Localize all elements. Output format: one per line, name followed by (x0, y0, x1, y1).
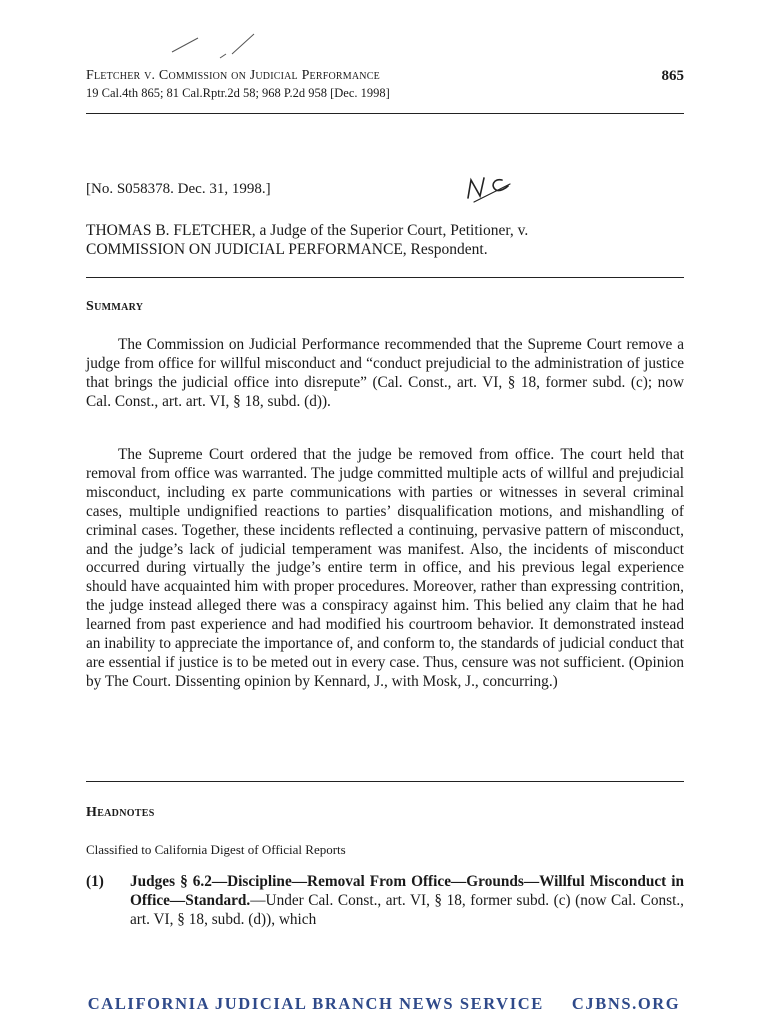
case-title: Fletcher v. Commission on Judicial Performance (86, 68, 380, 83)
handwritten-initials (462, 168, 522, 208)
summary-paragraph-1: The Commission on Judicial Performance recommended that the Supreme Court remove a judge from office for willful misconduct and “conduct prejudicial to the administration of justice that brings the judicial office into disrepute” (Cal. Const., art. VI, § 18, former subd. (c); now Cal. Const., art. art. VI, § 18, subd. (d)). (86, 336, 684, 410)
headnote-1 (86, 872, 684, 929)
running-head (86, 68, 684, 101)
parties-line-1: THOMAS B. FLETCHER, a Judge of the Superior Court, Petitioner, v. (86, 222, 529, 239)
parties-rule (86, 277, 684, 278)
headnote-title: Judges § 6.2—Discipline—Removal From Office—Grounds—Willful Misconduct in Office—Standard. (130, 873, 684, 909)
headnote-text: —Under Cal. Const., art. VI, § 18, former subd. (c) (now Cal. Const., art. VI, § 18, subd. (d)), which (130, 892, 684, 928)
header-rule (86, 113, 684, 114)
classification-note: Classified to California Digest of Official Reports (86, 842, 346, 857)
pen-marks (160, 28, 280, 68)
footer-service: CALIFORNIA JUDICIAL BRANCH NEWS SERVICE (87, 994, 544, 1013)
parties-line-2: COMMISSION ON JUDICIAL PERFORMANCE, Respondent. (86, 241, 488, 258)
summary-paragraph-2: The Supreme Court ordered that the judge be removed from office. The court held that removal from office was warranted. The judge committed multiple acts of willful and prejudicial misconduct, including ex parte communications with parties or witnesses in several criminal cases, multiple undignified reactions to parties’ disqualification motions, and mishandling of criminal cases. Together, these incidents reflected a continuing, pervasive pattern of misconduct, and the judge’s lack of judicial temperament was manifest. Also, the incidents of misconduct occurred during virtually the judge’s entire term in office, and his previous legal experience should have acquainted him with proper procedures. Moreover, rather than expressing contrition, the judge instead alleged there was a conspiracy against him. This belied any claim that he had learned from past experience and had modified his courtroom behavior. It demonstrated instead an inability to appreciate the importance of, and conform to, the standards of judicial conduct that are essential if justice is to be meted out in every case. Thus, censure was not sufficient. (Opinion by The Court. Dissenting opinion by Kennard, J., with Mosk, J., concurring.) (86, 446, 684, 690)
docket-number: [No. S058378. Dec. 31, 1998.] (86, 181, 271, 197)
headnote-number: (1) (86, 873, 104, 890)
page-number: 865 (661, 68, 684, 84)
headnote-body (130, 872, 684, 929)
summary-heading: Summary (86, 299, 144, 314)
citation: 19 Cal.4th 865; 81 Cal.Rptr.2d 58; 968 P.2d 958 [Dec. 1998] (86, 86, 390, 100)
headnotes-heading: Headnotes (86, 805, 155, 820)
summary-rule (86, 781, 684, 782)
footer-banner (0, 994, 768, 1014)
footer-site[interactable]: CJBNS.ORG (571, 994, 681, 1013)
case-parties (86, 221, 686, 259)
